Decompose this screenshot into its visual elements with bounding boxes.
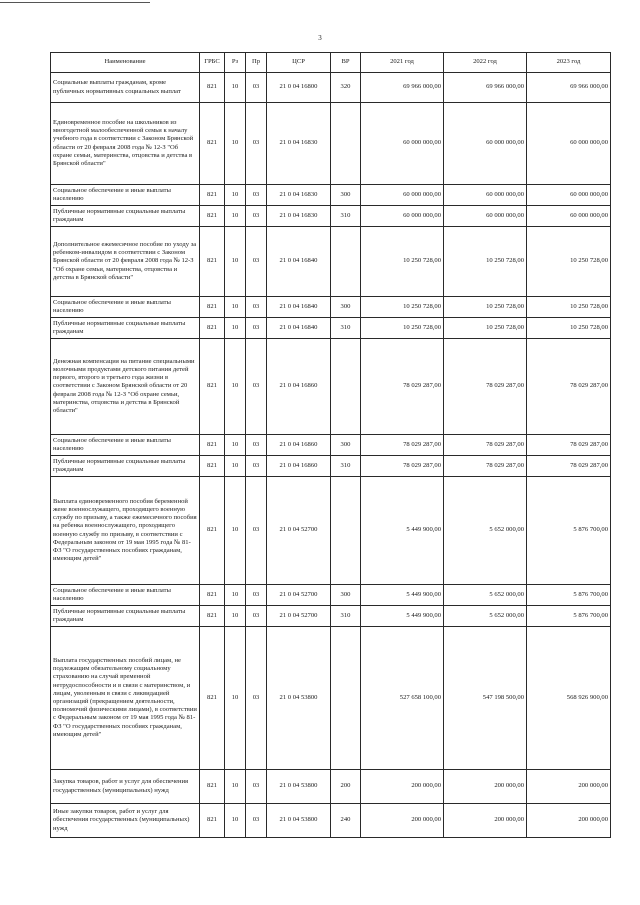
row-name: Дополнительное ежемесячное пособие по уходу за ребенком-инвалидом в соответствии с Законом Брянской области от 20 февраля 2008 года № 12-З "Об охране семьи, материнства, отцовства и детства в Брянской области" (51, 227, 200, 297)
row-pr: 03 (246, 206, 267, 227)
row-pr: 03 (246, 103, 267, 185)
row-amount-2023: 60 000 000,00 (527, 206, 611, 227)
row-amount-2023: 5 876 700,00 (527, 585, 611, 606)
row-name: Социальное обеспечение и иные выплаты населению (51, 297, 200, 318)
row-vr: 300 (331, 435, 361, 456)
row-csr: 21 0 04 16840 (267, 297, 331, 318)
row-amount-2022: 60 000 000,00 (444, 185, 527, 206)
row-amount-2022: 547 198 500,00 (444, 627, 527, 770)
row-csr: 21 0 04 53800 (267, 627, 331, 770)
table-row (51, 206, 611, 227)
table-row (51, 627, 611, 770)
top-rule (0, 2, 150, 3)
table-row (51, 103, 611, 185)
budget-table (50, 52, 611, 838)
row-name: Публичные нормативные социальные выплаты гражданам (51, 206, 200, 227)
row-name: Публичные нормативные социальные выплаты гражданам (51, 456, 200, 477)
row-amount-2022: 69 966 000,00 (444, 73, 527, 103)
header-rz: Рз (225, 53, 246, 73)
row-pr: 03 (246, 297, 267, 318)
row-csr: 21 0 04 53800 (267, 770, 331, 804)
row-grbs: 821 (200, 206, 225, 227)
row-rz: 10 (225, 103, 246, 185)
header-2023: 2023 год (527, 53, 611, 73)
row-csr: 21 0 04 16830 (267, 206, 331, 227)
row-amount-2021: 78 029 287,00 (361, 435, 444, 456)
row-amount-2023: 200 000,00 (527, 770, 611, 804)
row-amount-2022: 10 250 728,00 (444, 318, 527, 339)
table-row (51, 435, 611, 456)
row-amount-2021: 527 658 100,00 (361, 627, 444, 770)
row-rz: 10 (225, 318, 246, 339)
table-row (51, 318, 611, 339)
row-name: Иные закупки товаров, работ и услуг для обеспечения государственных (муниципальных) нужд (51, 804, 200, 838)
row-amount-2023: 5 876 700,00 (527, 606, 611, 627)
header-2021: 2021 год (361, 53, 444, 73)
row-vr: 310 (331, 606, 361, 627)
row-grbs: 821 (200, 339, 225, 435)
row-pr: 03 (246, 227, 267, 297)
row-grbs: 821 (200, 770, 225, 804)
row-grbs: 821 (200, 318, 225, 339)
row-grbs: 821 (200, 227, 225, 297)
row-vr (331, 477, 361, 585)
table-row (51, 185, 611, 206)
row-amount-2022: 200 000,00 (444, 770, 527, 804)
row-amount-2023: 10 250 728,00 (527, 297, 611, 318)
row-amount-2021: 5 449 900,00 (361, 606, 444, 627)
row-vr (331, 627, 361, 770)
row-pr: 03 (246, 585, 267, 606)
row-vr: 310 (331, 456, 361, 477)
row-grbs: 821 (200, 73, 225, 103)
row-name: Публичные нормативные социальные выплаты гражданам (51, 318, 200, 339)
row-amount-2023: 78 029 287,00 (527, 456, 611, 477)
row-amount-2022: 78 029 287,00 (444, 456, 527, 477)
row-vr: 320 (331, 73, 361, 103)
row-pr: 03 (246, 627, 267, 770)
row-vr (331, 103, 361, 185)
row-vr: 240 (331, 804, 361, 838)
table-row (51, 456, 611, 477)
header-grbs: ГРБС (200, 53, 225, 73)
row-vr: 300 (331, 185, 361, 206)
row-rz: 10 (225, 627, 246, 770)
row-amount-2021: 78 029 287,00 (361, 339, 444, 435)
row-pr: 03 (246, 804, 267, 838)
row-amount-2023: 200 000,00 (527, 804, 611, 838)
row-grbs: 821 (200, 456, 225, 477)
table-row (51, 339, 611, 435)
row-pr: 03 (246, 456, 267, 477)
row-grbs: 821 (200, 804, 225, 838)
row-amount-2021: 200 000,00 (361, 804, 444, 838)
row-csr: 21 0 04 16860 (267, 339, 331, 435)
header-pr: Пр (246, 53, 267, 73)
row-vr: 310 (331, 206, 361, 227)
row-rz: 10 (225, 456, 246, 477)
row-csr: 21 0 04 52700 (267, 606, 331, 627)
row-csr: 21 0 04 53800 (267, 804, 331, 838)
row-amount-2022: 10 250 728,00 (444, 297, 527, 318)
row-grbs: 821 (200, 103, 225, 185)
row-name: Социальные выплаты гражданам, кроме публичных нормативных социальных выплат (51, 73, 200, 103)
row-amount-2023: 78 029 287,00 (527, 339, 611, 435)
row-name: Выплата государственных пособий лицам, не подлежащим обязательному социальному страхованию на случай временной нетрудоспособности и в связи с материнством, и лицам, уволенным в связи с ликвидацией организаций (прекращением деятельности, полномочий физическими лицами), в соответствии с Федеральным законом от 19 мая 1995 года № 81-ФЗ "О государственных пособиях гражданам, имеющим детей" (51, 627, 200, 770)
row-amount-2021: 60 000 000,00 (361, 185, 444, 206)
row-rz: 10 (225, 770, 246, 804)
row-vr: 300 (331, 585, 361, 606)
table-row (51, 770, 611, 804)
table-row (51, 477, 611, 585)
table-row (51, 804, 611, 838)
row-amount-2022: 5 652 000,00 (444, 477, 527, 585)
row-amount-2022: 60 000 000,00 (444, 103, 527, 185)
row-csr: 21 0 04 16800 (267, 73, 331, 103)
row-vr (331, 339, 361, 435)
row-grbs: 821 (200, 435, 225, 456)
row-rz: 10 (225, 227, 246, 297)
row-name: Закупка товаров, работ и услуг для обеспечения государственных (муниципальных) нужд (51, 770, 200, 804)
row-amount-2022: 10 250 728,00 (444, 227, 527, 297)
row-amount-2021: 5 449 900,00 (361, 585, 444, 606)
row-csr: 21 0 04 16830 (267, 185, 331, 206)
header-row (51, 53, 611, 73)
row-amount-2021: 69 966 000,00 (361, 73, 444, 103)
row-amount-2021: 10 250 728,00 (361, 297, 444, 318)
row-amount-2021: 78 029 287,00 (361, 456, 444, 477)
page-number: 3 (318, 34, 322, 42)
row-name: Денежная компенсация на питание специальными молочными продуктами детского питания детей первого, второго и третьего года жизни в соответствии с Законом Брянской области от 20 февраля 2008 года № 12-З "Об охране семьи, материнства, отцовства и детства в Брянской области" (51, 339, 200, 435)
row-rz: 10 (225, 606, 246, 627)
row-vr (331, 227, 361, 297)
row-amount-2022: 78 029 287,00 (444, 435, 527, 456)
row-grbs: 821 (200, 297, 225, 318)
row-csr: 21 0 04 16860 (267, 435, 331, 456)
row-amount-2023: 10 250 728,00 (527, 227, 611, 297)
row-rz: 10 (225, 297, 246, 318)
row-amount-2021: 10 250 728,00 (361, 227, 444, 297)
row-csr: 21 0 04 52700 (267, 477, 331, 585)
row-name: Социальное обеспечение и иные выплаты населению (51, 585, 200, 606)
row-pr: 03 (246, 435, 267, 456)
row-vr: 310 (331, 318, 361, 339)
row-pr: 03 (246, 339, 267, 435)
row-grbs: 821 (200, 477, 225, 585)
row-csr: 21 0 04 16840 (267, 318, 331, 339)
table-row (51, 606, 611, 627)
row-vr: 300 (331, 297, 361, 318)
row-name: Единовременное пособие на школьников из многодетной малообеспеченной семьи к началу учебного года в соответствии с Законом Брянской области от 20 февраля 2008 года № 12-З "Об охране семьи, материнства, отцовства и детства в Брянской области" (51, 103, 200, 185)
row-vr: 200 (331, 770, 361, 804)
table-row (51, 297, 611, 318)
row-pr: 03 (246, 185, 267, 206)
row-amount-2023: 568 926 900,00 (527, 627, 611, 770)
row-amount-2021: 60 000 000,00 (361, 103, 444, 185)
row-rz: 10 (225, 206, 246, 227)
row-amount-2021: 10 250 728,00 (361, 318, 444, 339)
row-amount-2023: 5 876 700,00 (527, 477, 611, 585)
row-rz: 10 (225, 477, 246, 585)
row-name: Публичные нормативные социальные выплаты гражданам (51, 606, 200, 627)
row-amount-2022: 5 652 000,00 (444, 585, 527, 606)
row-csr: 21 0 04 16860 (267, 456, 331, 477)
header-2022: 2022 год (444, 53, 527, 73)
row-grbs: 821 (200, 585, 225, 606)
row-amount-2021: 60 000 000,00 (361, 206, 444, 227)
row-amount-2023: 10 250 728,00 (527, 318, 611, 339)
header-csr: ЦСР (267, 53, 331, 73)
row-name: Выплата единовременного пособия беременной жене военнослужащего, проходящего военную службу по призыву, а также ежемесячного пособия на ребенка военнослужащего, проходящего военную службу по призыву, в соответствии с Федеральным законом от 19 мая 1995 года № 81-ФЗ "О государственных пособиях гражданам, имеющим детей" (51, 477, 200, 585)
table-row (51, 227, 611, 297)
row-amount-2023: 60 000 000,00 (527, 185, 611, 206)
row-rz: 10 (225, 73, 246, 103)
row-rz: 10 (225, 339, 246, 435)
row-csr: 21 0 04 16830 (267, 103, 331, 185)
row-pr: 03 (246, 318, 267, 339)
row-pr: 03 (246, 73, 267, 103)
row-grbs: 821 (200, 185, 225, 206)
row-pr: 03 (246, 606, 267, 627)
table-row (51, 73, 611, 103)
row-amount-2023: 60 000 000,00 (527, 103, 611, 185)
row-amount-2022: 78 029 287,00 (444, 339, 527, 435)
row-name: Социальное обеспечение и иные выплаты населению (51, 185, 200, 206)
row-csr: 21 0 04 52700 (267, 585, 331, 606)
row-rz: 10 (225, 435, 246, 456)
row-amount-2021: 5 449 900,00 (361, 477, 444, 585)
header-vr: ВР (331, 53, 361, 73)
row-csr: 21 0 04 16840 (267, 227, 331, 297)
row-amount-2023: 69 966 000,00 (527, 73, 611, 103)
row-rz: 10 (225, 804, 246, 838)
row-rz: 10 (225, 185, 246, 206)
table-row (51, 585, 611, 606)
row-name: Социальное обеспечение и иные выплаты населению (51, 435, 200, 456)
row-amount-2022: 5 652 000,00 (444, 606, 527, 627)
row-pr: 03 (246, 477, 267, 585)
row-pr: 03 (246, 770, 267, 804)
row-rz: 10 (225, 585, 246, 606)
row-amount-2021: 200 000,00 (361, 770, 444, 804)
row-amount-2023: 78 029 287,00 (527, 435, 611, 456)
row-amount-2022: 60 000 000,00 (444, 206, 527, 227)
header-name: Наименование (51, 53, 200, 73)
row-grbs: 821 (200, 627, 225, 770)
row-grbs: 821 (200, 606, 225, 627)
row-amount-2022: 200 000,00 (444, 804, 527, 838)
